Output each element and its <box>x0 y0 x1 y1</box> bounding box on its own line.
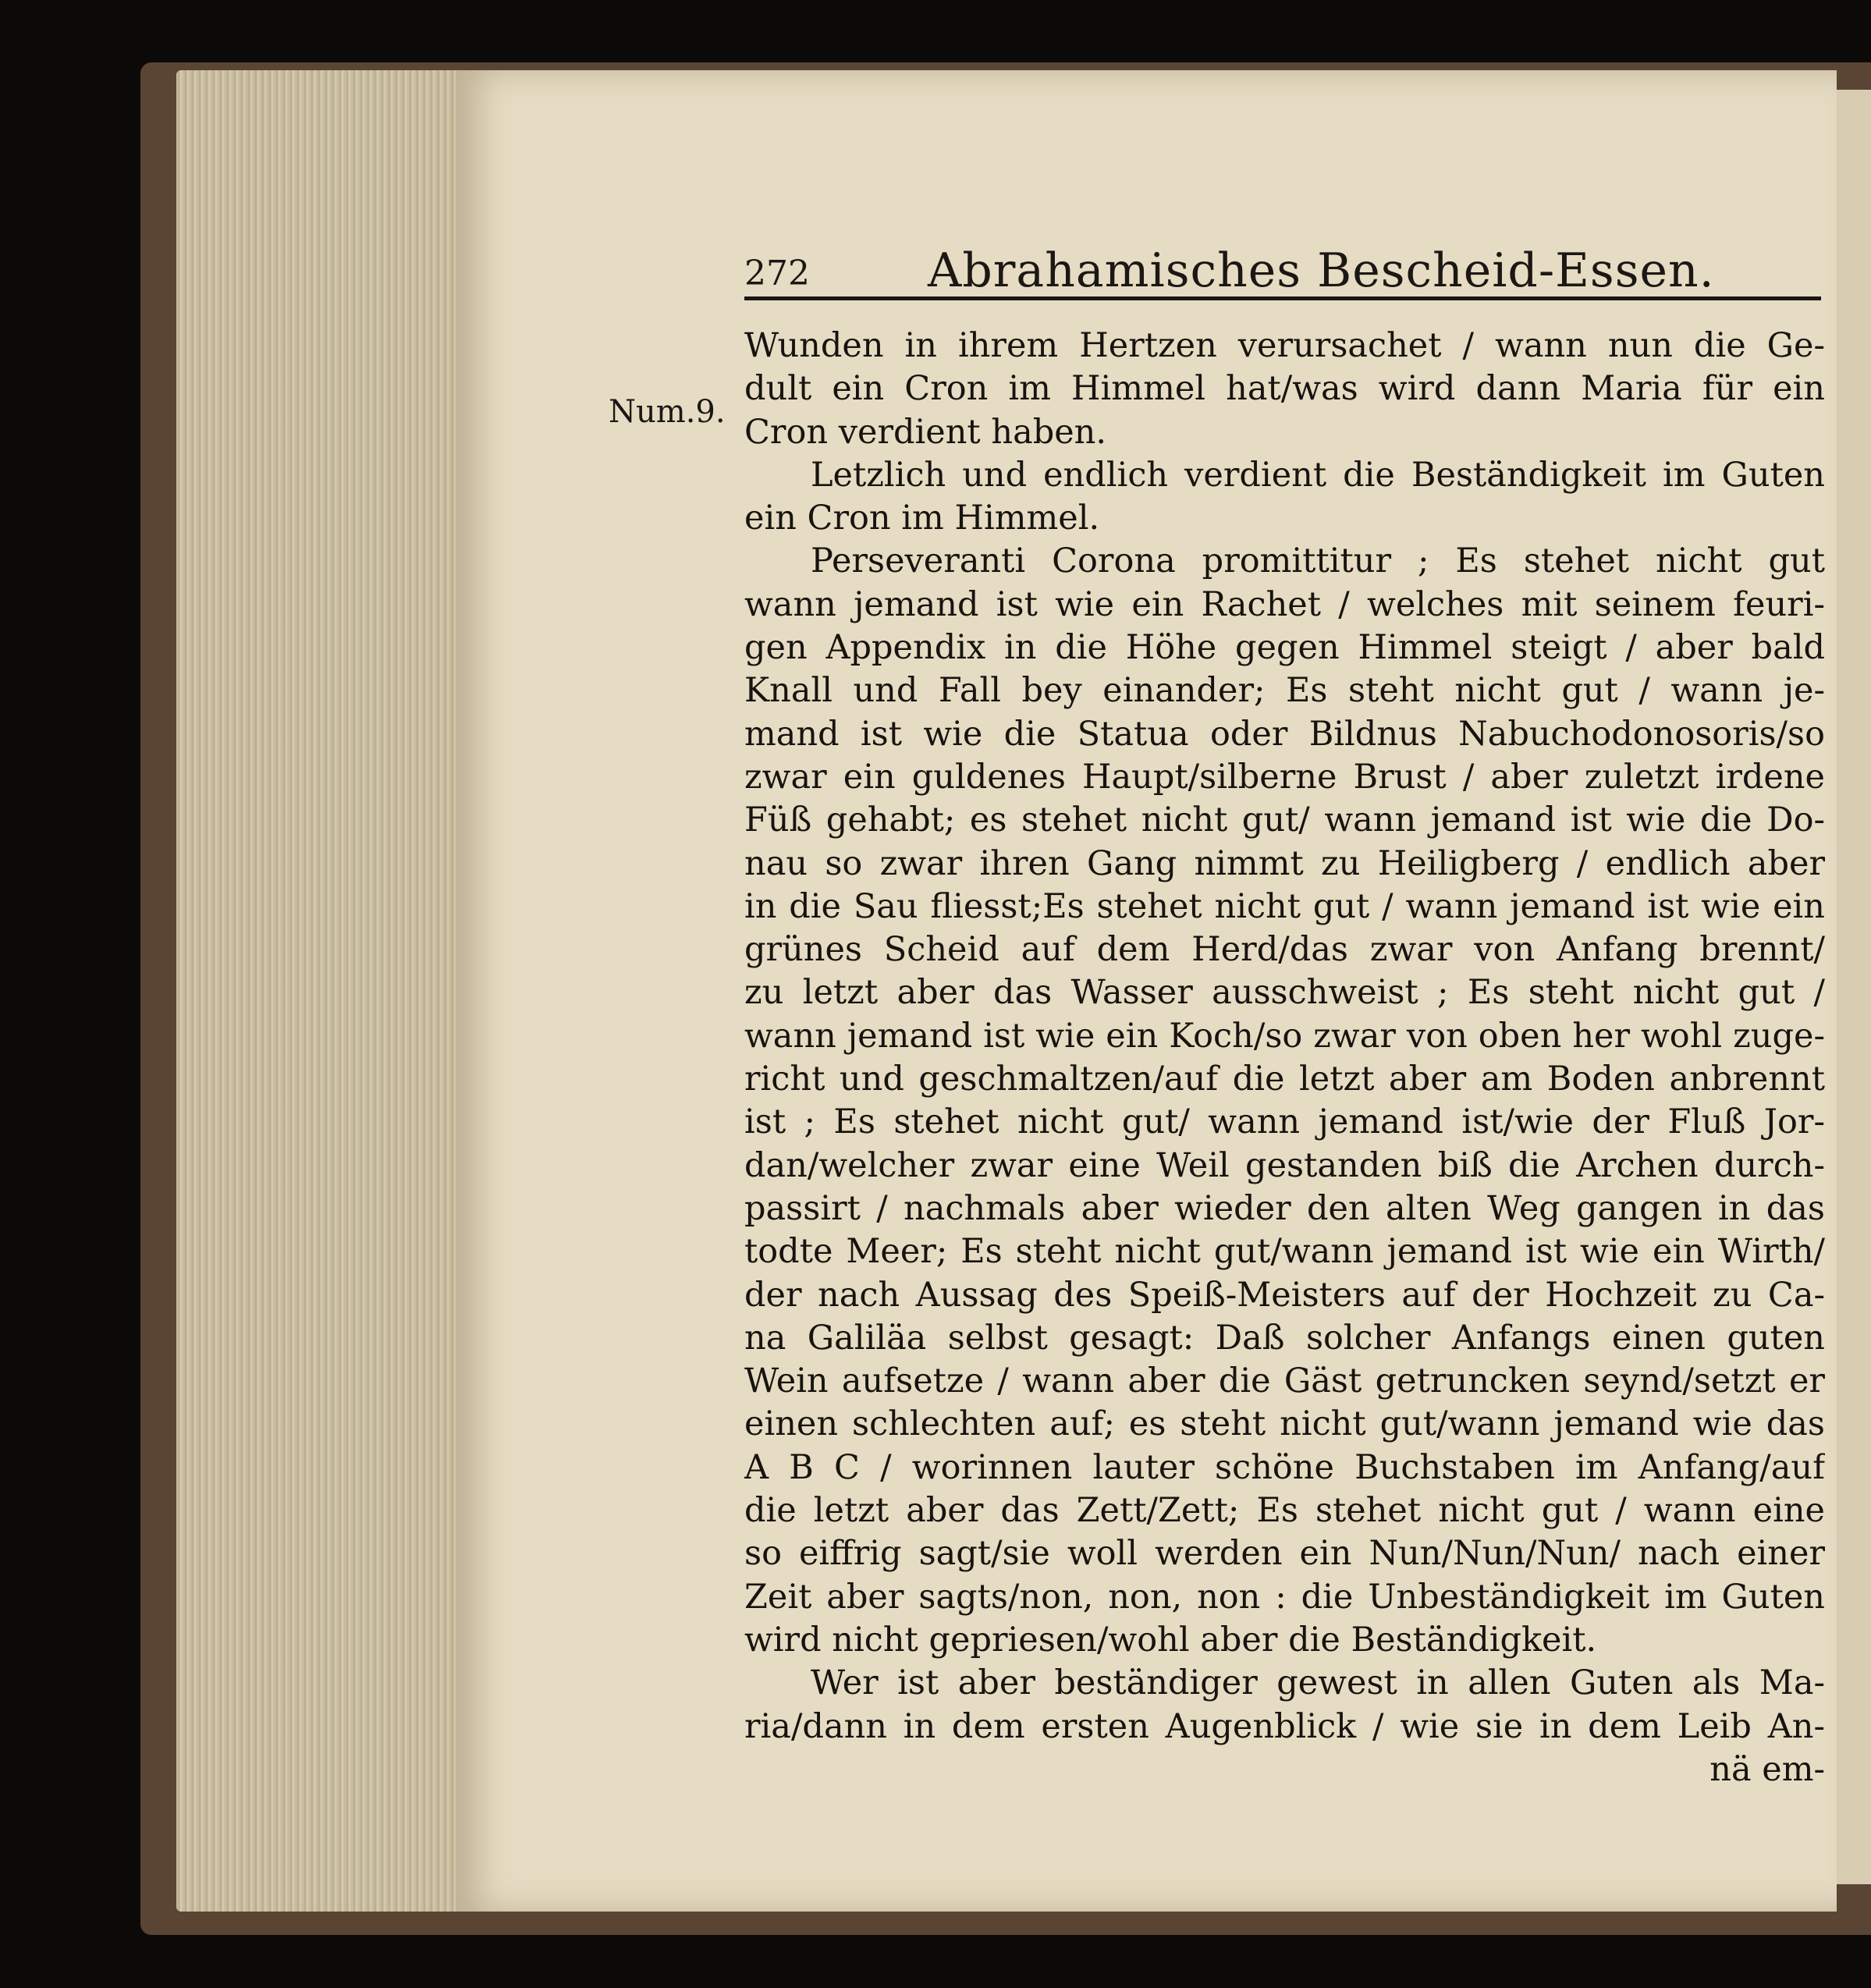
body-text <box>744 325 1825 1791</box>
text-line: so eiffrig sagt/sie woll werden ein Nun/Nun/Nun/ nach einer <box>744 1534 1825 1574</box>
page-edges <box>176 70 457 1912</box>
running-title: Abrahamisches Bescheid-Essen. <box>928 243 1715 298</box>
facing-page-edge <box>1837 90 1871 1884</box>
text-line: passirt / nachmals aber wieder den alten Weg gangen in das <box>744 1188 1825 1228</box>
text-line: Wunden in ihrem Hertzen verursachet / wann nun die Ge- <box>744 326 1825 365</box>
text-line: wird nicht gepriesen/wohl aber die Beständigkeit. <box>744 1620 1597 1660</box>
text-line: Perseveranti Corona promittitur ; Es stehet nicht gut <box>811 541 1825 581</box>
text-line: zu letzt aber das Wasser ausschweist ; Es steht nicht gut / <box>744 973 1825 1013</box>
text-line: Knall und Fall bey einander; Es steht nicht gut / wann je- <box>744 671 1825 711</box>
text-line: Wer ist aber beständiger gewest in allen Guten als Ma- <box>811 1663 1825 1703</box>
text-line: wann jemand ist wie ein Koch/so zwar von oben her wohl zuge- <box>744 1016 1825 1056</box>
text-line: grünes Scheid auf dem Herd/das zwar von Anfang brennt/ <box>744 930 1825 970</box>
text-line: Letzlich und endlich verdient die Beständigkeit im Guten <box>811 455 1825 495</box>
text-line: einen schlechten auf; es steht nicht gut/wann jemand wie das <box>744 1404 1825 1444</box>
running-header <box>744 179 1821 300</box>
text-line: ein Cron im Himmel. <box>744 499 1100 538</box>
page-number: 272 <box>744 254 810 293</box>
text-line: in die Sau fliesst;Es stehet nicht gut / wann jemand ist wie ein <box>744 886 1825 926</box>
text-line: Zeit aber sagts/non, non, non : die Unbeständigkeit im Guten <box>744 1577 1825 1617</box>
text-line: der nach Aussag des Speiß-Meisters auf der Hochzeit zu Ca- <box>744 1275 1825 1315</box>
text-line: dult ein Cron im Himmel hat/was wird dann Maria für ein <box>744 369 1825 409</box>
text-line: Cron verdient haben. <box>744 412 1107 452</box>
book-page <box>456 70 1837 1912</box>
text-line: nau so zwar ihren Gang nimmt zu Heiligberg / endlich aber <box>744 843 1825 883</box>
catchword: nä em- <box>1709 1749 1825 1789</box>
text-line: A B C / worinnen lauter schöne Buchstaben im Anfang/auf <box>744 1447 1825 1487</box>
text-line: mand ist wie die Statua oder Bildnus Nabuchodonosoris/so <box>744 714 1825 754</box>
text-line: ria/dann in dem ersten Augenblick / wie sie in dem Leib An- <box>744 1706 1825 1746</box>
text-line: Wein aufsetze / wann aber die Gäst getruncken seynd/setzt er <box>744 1361 1825 1401</box>
text-line: na Galiläa selbst gesagt: Daß solcher Anfangs einen guten <box>744 1318 1825 1358</box>
text-line: zwar ein guldenes Haupt/silberne Brust / aber zuletzt irdene <box>744 757 1825 797</box>
text-line: dan/welcher zwar eine Weil gestanden biß die Archen durch- <box>744 1145 1825 1185</box>
text-line: richt und geschmaltzen/auf die letzt aber am Boden anbrennt <box>744 1060 1825 1099</box>
text-line: ist ; Es stehet nicht gut/ wann jemand ist/wie der Fluß Jor- <box>744 1102 1825 1142</box>
text-line: gen Appendix in die Höhe gegen Himmel steigt / aber bald <box>744 628 1825 668</box>
margin-note: Num.9. <box>609 394 726 430</box>
text-line: todte Meer; Es steht nicht gut/wann jemand ist wie ein Wirth/ <box>744 1232 1825 1272</box>
text-line: die letzt aber das Zett/Zett; Es stehet nicht gut / wann eine <box>744 1491 1825 1531</box>
text-line: wann jemand ist wie ein Rachet / welches mit seinem feuri- <box>744 584 1825 624</box>
text-line: Füß gehabt; es stehet nicht gut/ wann jemand ist wie die Do- <box>744 801 1825 840</box>
